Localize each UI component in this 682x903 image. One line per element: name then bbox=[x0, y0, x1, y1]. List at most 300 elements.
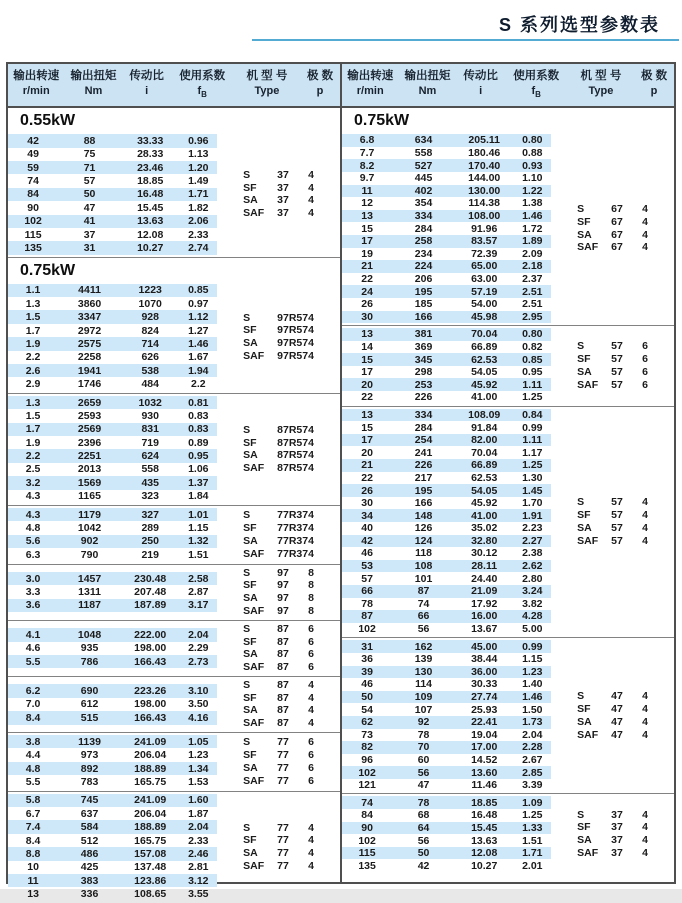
cell-output-speed: 19 bbox=[361, 247, 373, 260]
cell-output-speed: 1.3 bbox=[25, 297, 41, 310]
type-series: S bbox=[577, 203, 585, 216]
table-row bbox=[8, 521, 217, 534]
cell-output-torque: 298 bbox=[414, 366, 433, 379]
type-model: 57 bbox=[611, 522, 623, 534]
cell-output-speed: 6.7 bbox=[25, 807, 41, 820]
cell-service-factor: 1.53 bbox=[188, 775, 209, 788]
cell-ratio: 91.96 bbox=[471, 222, 498, 235]
cell-service-factor: 2.33 bbox=[188, 834, 209, 847]
col-header-2 bbox=[457, 69, 505, 102]
cell-output-speed: 15 bbox=[361, 222, 373, 235]
cell-ratio: 241.09 bbox=[134, 794, 167, 807]
cell-output-torque: 166 bbox=[414, 310, 433, 323]
cell-ratio: 33.33 bbox=[137, 134, 164, 147]
cell-ratio: 72.39 bbox=[471, 247, 498, 260]
parameter-block-types bbox=[551, 796, 674, 872]
table-row bbox=[342, 809, 551, 822]
table-row bbox=[342, 754, 551, 767]
table-row bbox=[342, 391, 551, 404]
cell-ratio: 45.98 bbox=[471, 310, 498, 323]
cell-output-speed: 26 bbox=[361, 298, 373, 311]
table-row bbox=[342, 716, 551, 729]
cell-output-speed: 1.7 bbox=[25, 423, 41, 436]
cell-ratio: 54.05 bbox=[471, 484, 498, 497]
cell-output-torque: 124 bbox=[414, 534, 433, 547]
cell-ratio: 25.93 bbox=[471, 703, 498, 716]
type-model: 87 bbox=[277, 691, 289, 704]
type-model: 77R37 bbox=[277, 521, 309, 534]
cell-output-speed: 3.0 bbox=[25, 572, 41, 585]
cell-ratio: 1070 bbox=[138, 297, 162, 310]
cell-ratio: 11.46 bbox=[471, 779, 498, 792]
cell-ratio: 289 bbox=[141, 522, 159, 535]
cell-output-speed: 22 bbox=[361, 273, 373, 286]
cell-output-speed: 39 bbox=[361, 665, 373, 678]
cell-ratio: 206.04 bbox=[134, 807, 167, 820]
cell-output-speed: 1.9 bbox=[25, 337, 41, 350]
cell-output-speed: 4.8 bbox=[25, 522, 41, 535]
table-row bbox=[342, 623, 551, 636]
cell-output-torque: 206 bbox=[414, 273, 433, 286]
type-model: 97 bbox=[277, 566, 289, 579]
cell-output-torque: 3347 bbox=[77, 311, 102, 324]
cell-service-factor: 3.55 bbox=[188, 888, 209, 901]
table-row bbox=[8, 241, 217, 254]
cell-output-torque: 634 bbox=[414, 134, 433, 147]
type-series: SF bbox=[577, 215, 591, 228]
power-section-heading: 0.55kW bbox=[20, 112, 76, 130]
cell-ratio: 16.00 bbox=[471, 610, 498, 623]
cell-output-speed: 102 bbox=[24, 215, 42, 228]
type-series: SAF bbox=[243, 350, 265, 363]
cell-service-factor: 1.01 bbox=[188, 508, 209, 521]
parameter-block-types bbox=[551, 134, 674, 323]
type-series: SA bbox=[243, 337, 258, 350]
cell-output-torque: 74 bbox=[417, 597, 430, 610]
type-model: 97 bbox=[277, 579, 289, 592]
cell-service-factor: 0.84 bbox=[522, 408, 543, 421]
cell-service-factor: 1.70 bbox=[522, 497, 543, 510]
type-poles: 8 bbox=[308, 579, 314, 592]
cell-output-speed: 2.5 bbox=[25, 463, 41, 476]
cell-ratio: 10.27 bbox=[471, 859, 498, 872]
col-header-label: 输出扭矩 bbox=[70, 70, 117, 82]
cell-output-torque: 254 bbox=[414, 434, 433, 447]
cell-output-torque: 118 bbox=[415, 547, 433, 560]
cell-service-factor: 0.93 bbox=[522, 159, 543, 172]
type-row bbox=[551, 703, 674, 716]
type-series: SA bbox=[577, 834, 592, 847]
cell-output-speed: 36 bbox=[361, 653, 373, 666]
type-series: S bbox=[577, 690, 585, 703]
type-series: SA bbox=[243, 449, 258, 462]
type-poles: 4 bbox=[642, 728, 648, 741]
type-model: 37 bbox=[611, 808, 623, 821]
cell-output-torque: 902 bbox=[80, 535, 99, 548]
cell-ratio: 166.43 bbox=[134, 655, 167, 668]
cell-output-speed: 4.3 bbox=[25, 508, 41, 521]
cell-output-torque: 1311 bbox=[78, 586, 101, 599]
cell-ratio: 32.80 bbox=[471, 534, 498, 547]
type-series: SF bbox=[243, 521, 257, 534]
cell-output-torque: 381 bbox=[414, 328, 433, 341]
cell-output-speed: 6.2 bbox=[25, 685, 41, 698]
cell-output-torque: 284 bbox=[414, 222, 433, 235]
type-poles: 4 bbox=[308, 168, 314, 181]
type-model: 77 bbox=[277, 736, 289, 749]
cell-ratio: 62.53 bbox=[471, 353, 498, 366]
type-series: SA bbox=[577, 715, 592, 728]
col-header-unit-sub: B bbox=[535, 90, 541, 100]
type-model: 37 bbox=[277, 181, 289, 194]
cell-output-speed: 78 bbox=[361, 597, 373, 610]
col-header-3 bbox=[505, 69, 568, 102]
type-series: SA bbox=[243, 847, 258, 860]
cell-output-torque: 515 bbox=[80, 711, 99, 724]
cell-output-speed: 2.2 bbox=[25, 450, 41, 463]
type-poles: 4 bbox=[308, 521, 314, 534]
cell-service-factor: 1.30 bbox=[522, 471, 543, 484]
parameter-block-rows bbox=[342, 328, 551, 404]
cell-service-factor: 1.46 bbox=[522, 691, 543, 704]
type-poles: 6 bbox=[308, 648, 314, 661]
cell-output-torque: 56 bbox=[417, 623, 430, 636]
table-row bbox=[8, 698, 217, 711]
cell-output-torque: 50 bbox=[83, 188, 96, 201]
cell-output-speed: 2.2 bbox=[25, 351, 41, 364]
cell-service-factor: 1.15 bbox=[522, 653, 543, 666]
table-row bbox=[8, 628, 217, 641]
cell-output-speed: 1.1 bbox=[25, 284, 41, 297]
type-poles: 4 bbox=[308, 423, 314, 436]
cell-output-torque: 148 bbox=[414, 509, 433, 522]
cell-ratio: 65.00 bbox=[471, 260, 498, 273]
col-header-label: 机 型 号 bbox=[246, 70, 288, 82]
table-row bbox=[342, 834, 551, 847]
table-row bbox=[342, 378, 551, 391]
type-row bbox=[217, 623, 340, 636]
cell-output-torque: 584 bbox=[80, 821, 99, 834]
cell-service-factor: 1.12 bbox=[188, 311, 209, 324]
table-row bbox=[8, 794, 217, 807]
cell-output-speed: 2.9 bbox=[25, 378, 41, 391]
type-row bbox=[551, 834, 674, 847]
type-row bbox=[551, 535, 674, 548]
cell-service-factor: 1.25 bbox=[522, 391, 543, 404]
cell-service-factor: 1.05 bbox=[188, 735, 209, 748]
cell-ratio: 21.09 bbox=[471, 585, 498, 598]
cell-service-factor: 2.85 bbox=[522, 766, 543, 779]
parameter-block-types bbox=[217, 735, 340, 789]
type-series: SA bbox=[577, 522, 592, 534]
cell-ratio: 18.85 bbox=[137, 175, 164, 188]
table-row bbox=[8, 396, 217, 409]
cell-service-factor: 1.89 bbox=[522, 235, 543, 248]
cell-output-torque: 1746 bbox=[77, 378, 102, 391]
type-model: 67 bbox=[611, 241, 623, 254]
cell-ratio: 108.09 bbox=[468, 408, 501, 421]
cell-ratio: 13.63 bbox=[137, 215, 164, 228]
type-row bbox=[217, 605, 340, 618]
cell-output-torque: 162 bbox=[414, 640, 433, 653]
cell-service-factor: 2.33 bbox=[188, 228, 209, 241]
cell-ratio: 165.75 bbox=[134, 775, 167, 788]
table-row bbox=[342, 859, 551, 872]
type-row bbox=[551, 353, 674, 366]
type-model: 57 bbox=[611, 378, 623, 391]
cell-output-torque: 3860 bbox=[77, 297, 102, 310]
cell-service-factor: 1.13 bbox=[188, 148, 209, 161]
table-row bbox=[342, 847, 551, 860]
cell-service-factor: 1.17 bbox=[522, 446, 543, 459]
cell-output-speed: 7.4 bbox=[25, 821, 41, 834]
cell-ratio: 45.92 bbox=[471, 378, 498, 391]
table-row bbox=[342, 459, 551, 472]
cell-output-torque: 402 bbox=[414, 184, 433, 197]
cell-output-speed: 20 bbox=[361, 446, 373, 459]
cell-output-torque: 108 bbox=[414, 560, 433, 573]
cell-ratio: 17.00 bbox=[471, 741, 498, 754]
type-series: S bbox=[577, 340, 585, 353]
type-row bbox=[217, 535, 340, 548]
selection-parameter-table bbox=[6, 62, 676, 901]
cell-output-speed: 17 bbox=[361, 434, 373, 447]
table-row bbox=[342, 409, 551, 422]
cell-ratio: 484 bbox=[141, 378, 159, 391]
cell-service-factor: 3.82 bbox=[522, 597, 543, 610]
cell-output-torque: 935 bbox=[80, 642, 99, 655]
type-model: 97R57 bbox=[277, 350, 309, 363]
cell-service-factor: 0.97 bbox=[188, 297, 209, 310]
type-poles: 4 bbox=[308, 847, 314, 860]
table-row bbox=[342, 766, 551, 779]
cell-output-torque: 2972 bbox=[77, 324, 102, 337]
cell-ratio: 82.00 bbox=[471, 434, 498, 447]
cell-service-factor: 0.85 bbox=[188, 284, 209, 297]
table-row bbox=[8, 476, 217, 489]
cell-output-torque: 139 bbox=[414, 653, 433, 666]
type-model: 47 bbox=[611, 703, 623, 716]
table-column-header bbox=[342, 64, 674, 108]
table-row bbox=[8, 748, 217, 761]
cell-service-factor: 1.22 bbox=[522, 184, 543, 197]
table-row bbox=[342, 353, 551, 366]
cell-output-torque: 425 bbox=[80, 861, 99, 874]
cell-service-factor: 2.27 bbox=[522, 534, 543, 547]
type-row bbox=[217, 749, 340, 762]
cell-service-factor: 0.95 bbox=[522, 366, 543, 379]
cell-output-torque: 41 bbox=[83, 215, 96, 228]
table-row bbox=[8, 820, 217, 833]
cell-ratio: 130.00 bbox=[468, 184, 501, 197]
type-series: SF bbox=[577, 821, 591, 834]
type-model: 77 bbox=[277, 860, 289, 872]
cell-service-factor: 1.11 bbox=[522, 434, 543, 447]
cell-output-speed: 74 bbox=[361, 796, 373, 809]
type-series: S bbox=[243, 736, 251, 749]
cell-ratio: 10.27 bbox=[137, 242, 164, 254]
type-poles: 4 bbox=[308, 337, 314, 350]
cell-output-torque: 68 bbox=[417, 809, 430, 822]
cell-output-torque: 2258 bbox=[77, 351, 102, 364]
cell-service-factor: 1.38 bbox=[522, 197, 543, 210]
col-header-label: 极 数 bbox=[306, 70, 334, 82]
cell-service-factor: 0.99 bbox=[522, 640, 543, 653]
cell-output-speed: 102 bbox=[358, 623, 376, 636]
cell-output-speed: 4.8 bbox=[25, 762, 41, 775]
cell-output-torque: 1457 bbox=[77, 572, 102, 585]
table-row bbox=[342, 703, 551, 716]
col-header-unit: Type bbox=[254, 85, 280, 97]
cell-service-factor: 3.39 bbox=[522, 779, 543, 792]
parameter-block-types bbox=[217, 508, 340, 562]
parameter-block-types bbox=[217, 134, 340, 255]
table-row bbox=[8, 599, 217, 612]
cell-output-torque: 284 bbox=[414, 421, 433, 434]
col-header-unit: r/min bbox=[356, 85, 384, 97]
parameter-block-types bbox=[551, 328, 674, 404]
cell-ratio: 219 bbox=[141, 548, 159, 561]
table-row bbox=[342, 484, 551, 497]
cell-output-speed: 121 bbox=[358, 779, 376, 792]
type-model: 87R57 bbox=[277, 423, 309, 436]
type-model: 97R57 bbox=[277, 337, 309, 350]
col-header-label: 使用系数 bbox=[513, 70, 560, 82]
cell-ratio: 70.04 bbox=[471, 446, 498, 459]
type-row bbox=[551, 821, 674, 834]
type-series: SAF bbox=[577, 534, 599, 547]
cell-ratio: 207.48 bbox=[134, 586, 167, 599]
cell-ratio: 35.02 bbox=[471, 522, 498, 535]
type-row bbox=[217, 592, 340, 605]
type-poles: 4 bbox=[308, 678, 314, 691]
cell-output-speed: 13 bbox=[361, 408, 373, 421]
table-row bbox=[342, 260, 551, 273]
table-row bbox=[342, 729, 551, 742]
cell-output-torque: 78 bbox=[417, 796, 430, 809]
type-model: 67 bbox=[611, 215, 623, 228]
parameter-block-rows bbox=[342, 134, 551, 323]
table-row bbox=[8, 834, 217, 847]
type-series: SAF bbox=[577, 378, 599, 391]
cell-output-torque: 31 bbox=[83, 242, 96, 254]
cell-output-speed: 82 bbox=[361, 741, 373, 754]
type-poles: 6 bbox=[308, 774, 314, 787]
table-row bbox=[342, 741, 551, 754]
cell-output-torque: 786 bbox=[80, 655, 99, 668]
type-row bbox=[551, 496, 674, 509]
type-poles: 6 bbox=[308, 736, 314, 749]
table-row bbox=[342, 197, 551, 210]
cell-output-torque: 4411 bbox=[78, 284, 101, 297]
cell-ratio: 144.00 bbox=[468, 172, 501, 185]
cell-output-speed: 3.6 bbox=[25, 599, 41, 612]
type-series: S bbox=[243, 622, 251, 635]
cell-output-speed: 9.7 bbox=[359, 172, 375, 185]
cell-output-torque: 217 bbox=[414, 471, 433, 484]
cell-service-factor: 2.04 bbox=[188, 821, 209, 834]
cell-output-speed: 7.0 bbox=[25, 698, 41, 711]
table-row bbox=[8, 324, 217, 337]
cell-service-factor: 1.23 bbox=[188, 749, 209, 762]
cell-output-torque: 334 bbox=[414, 210, 433, 223]
cell-service-factor: 1.49 bbox=[188, 175, 209, 188]
type-model: 87R57 bbox=[277, 449, 309, 462]
cell-ratio: 54.05 bbox=[471, 366, 498, 379]
table-row bbox=[8, 572, 217, 585]
table-row bbox=[342, 185, 551, 198]
type-model: 77R37 bbox=[277, 534, 309, 547]
cell-output-speed: 5.8 bbox=[25, 794, 41, 807]
type-model: 37 bbox=[611, 847, 623, 860]
cell-output-torque: 130 bbox=[414, 665, 433, 678]
cell-ratio: 626 bbox=[141, 351, 159, 364]
type-row bbox=[551, 340, 674, 353]
cell-output-torque: 60 bbox=[417, 753, 430, 766]
cell-ratio: 83.57 bbox=[471, 235, 498, 248]
parameter-block-types bbox=[551, 409, 674, 636]
table-row bbox=[342, 497, 551, 510]
cell-output-speed: 5.5 bbox=[25, 775, 41, 788]
table-row bbox=[342, 172, 551, 185]
cell-service-factor: 0.96 bbox=[188, 134, 209, 147]
type-series: SF bbox=[577, 509, 591, 522]
table-row bbox=[8, 351, 217, 364]
cell-output-torque: 88 bbox=[83, 134, 96, 147]
parameter-block-rows bbox=[8, 396, 217, 503]
type-row bbox=[217, 337, 340, 350]
parameter-block-rows bbox=[8, 567, 217, 618]
cell-output-torque: 56 bbox=[417, 766, 430, 779]
col-header-unit: Nm bbox=[84, 85, 103, 97]
cell-ratio: 223.26 bbox=[134, 685, 167, 698]
table-row bbox=[8, 174, 217, 187]
type-row bbox=[217, 548, 340, 561]
type-poles: 8 bbox=[308, 566, 314, 579]
type-model: 87 bbox=[277, 661, 289, 674]
type-poles: 4 bbox=[308, 821, 314, 834]
cell-output-speed: 11 bbox=[361, 184, 373, 197]
cell-ratio: 18.85 bbox=[471, 796, 498, 809]
cell-ratio: 928 bbox=[141, 311, 159, 324]
type-row bbox=[217, 449, 340, 462]
type-poles: 4 bbox=[308, 436, 314, 449]
cell-output-torque: 258 bbox=[414, 235, 433, 248]
table-row bbox=[8, 284, 217, 297]
type-model: 37 bbox=[611, 821, 623, 834]
type-poles: 4 bbox=[308, 449, 314, 462]
parameter-block bbox=[342, 326, 674, 406]
cell-output-speed: 4.1 bbox=[25, 628, 41, 641]
cell-service-factor: 2.95 bbox=[522, 310, 543, 323]
power-section-heading: 0.75kW bbox=[354, 112, 410, 130]
type-series: SAF bbox=[243, 547, 265, 560]
cell-service-factor: 1.94 bbox=[188, 364, 209, 377]
col-header-unit-sub: B bbox=[201, 90, 207, 100]
table-row bbox=[8, 161, 217, 174]
cell-ratio: 70.04 bbox=[471, 328, 498, 341]
col-header-unit: $f_B$ bbox=[531, 85, 541, 100]
col-header-0 bbox=[342, 69, 398, 102]
cell-ratio: 137.48 bbox=[134, 861, 167, 874]
parameter-block-rows bbox=[342, 796, 551, 872]
type-series: S bbox=[243, 678, 251, 691]
cell-ratio: 930 bbox=[141, 409, 159, 422]
cell-service-factor: 2.38 bbox=[522, 547, 543, 560]
type-series: S bbox=[243, 509, 251, 522]
cell-output-torque: 75 bbox=[83, 148, 96, 161]
cell-output-torque: 2659 bbox=[77, 396, 102, 409]
